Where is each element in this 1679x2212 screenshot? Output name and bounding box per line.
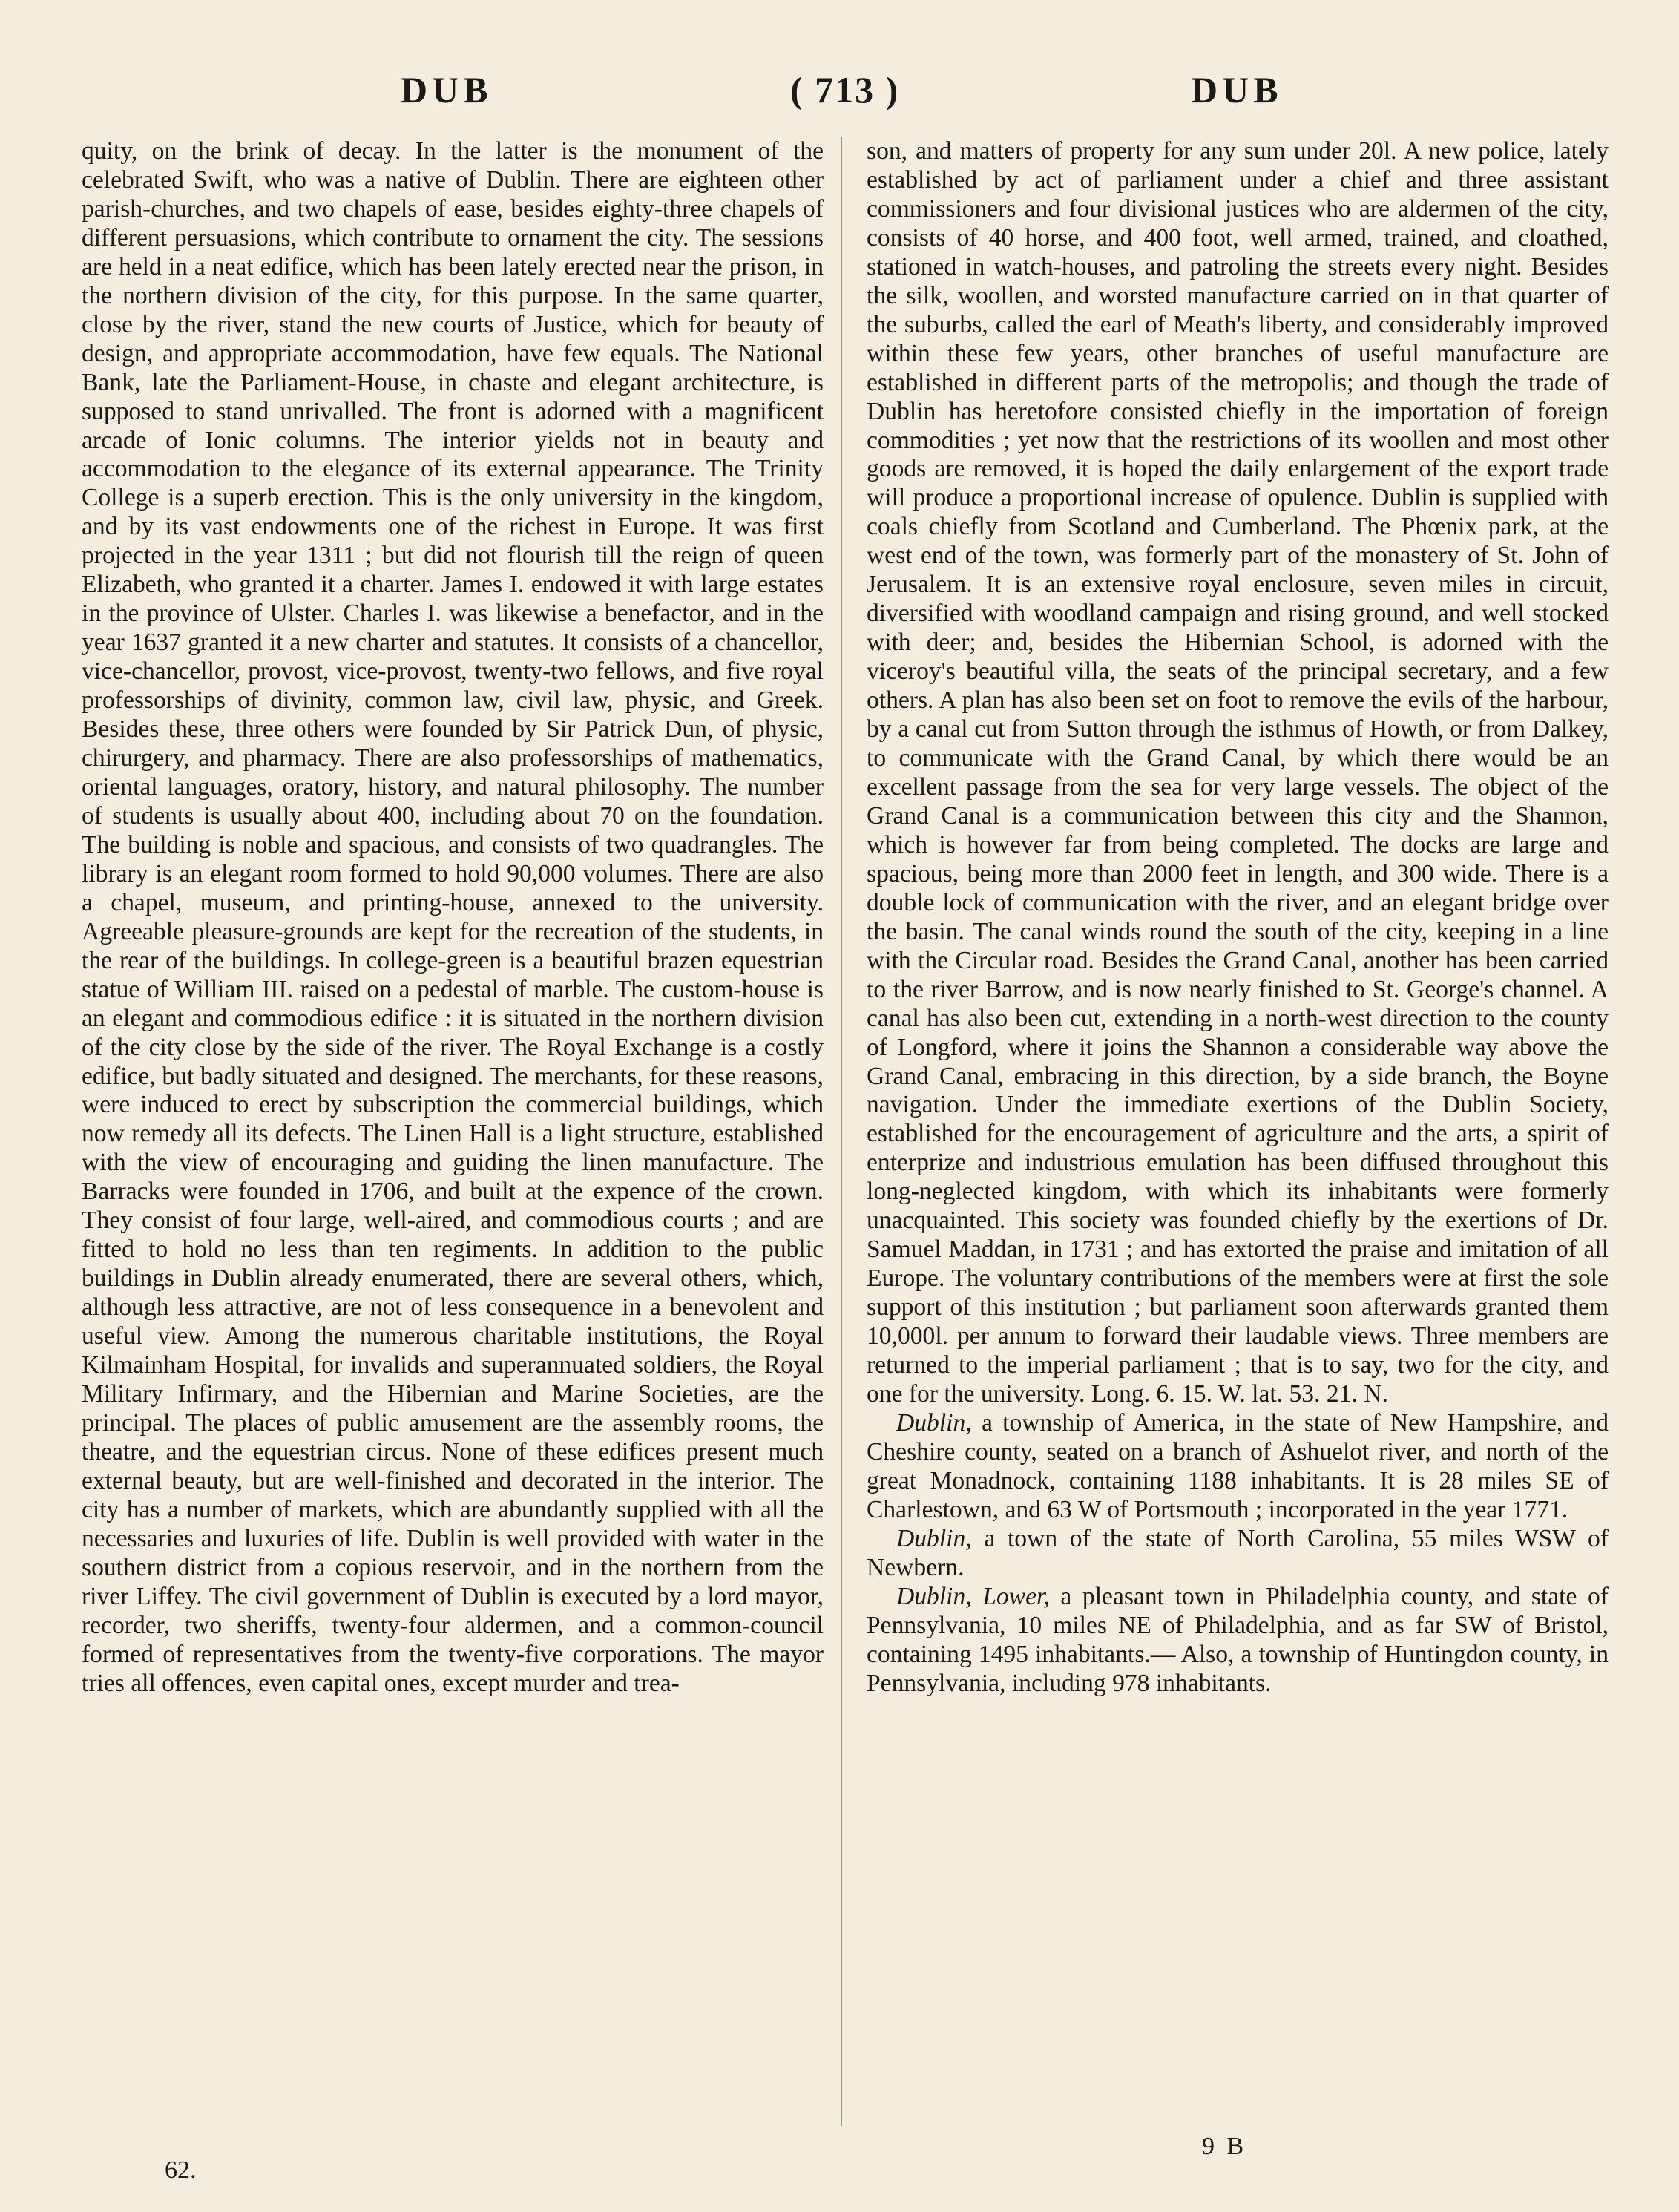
- page-number: ( 713 ): [790, 69, 900, 111]
- entry-text: a township of America, in the state of New Hampshire, and Cheshire county, seated on a branch of Ashuelot river, and north of the great Monadnock, containing 1188 inhabitants. It is 28 miles SE of Charlestown, and 63 W of Portsmouth ; incorporated in the year 1771.: [867, 1408, 1609, 1523]
- footer-signature-right: 9 B: [1202, 2133, 1247, 2160]
- header-right-word: DUB: [1191, 69, 1283, 111]
- right-column-continuation: son, and matters of property for any sum under 20l. A new police, lately established by act of parliament under a chief and three assistant commissioners and four divisional justices who are aldermen of the city, consists of 40 horse, and 400 foot, well armed, trained, and cloathed, stationed in watch-houses, and patroling the streets every night. Besides the silk, woollen, and worsted manufacture carried on in that quarter of the suburbs, called the earl of Meath's liberty, and considerably improved within these few years, other branches of useful manufacture are established in different parts of the metropolis; and though the trade of Dublin has heretofore consisted chiefly in the importation of foreign commodities ; yet now that the restrictions of its woollen and most other goods are removed, it is hoped the daily enlargement of the export trade will produce a proportional increase of opulence. Dublin is supplied with coals chiefly from Scotland and Cumberland. The Phœnix park, at the west end of the town, was formerly part of the monastery of St. John of Jerusalem. It is an extensive royal enclosure, seven miles in circuit, diversified with woodland campaign and rising ground, and well stocked with deer; and, besides the Hibernian School, is adorned with the viceroy's beautiful villa, the seats of the principal secretary, and a few others. A plan has also been set on foot to remove the evils of the harbour, by a canal cut from Sutton through the isthmus of Howth, or from Dalkey, to communicate with the Grand Canal, by which there would be an excellent passage from the sea for very large vessels. The object of the Grand Canal is a communication between this city and the Shannon, which is however far from being completed. The docks are large and spacious, being more than 2000 feet in length, and 300 wide. There is a double lock of communication with the river, and an elegant bridge over the basin. The canal winds round the south of the city, keeping in a line with the Circular road. Besides the Grand Canal, another has been carried to the river Barrow, and is now nearly finished to St. George's channel. A canal has also been cut, extending in a north-west direction to the county of Longford, where it joins the Shannon a considerable way above the Grand Canal, embracing in this direction, by a side branch, the Boyne navigation. Under the immediate exertions of the Dublin Society, established for the encouragement of agriculture and the arts, a spirit of enterprize and industrious emulation has been diffused throughout this long-neglected kingdom, with which its inhabitants were formerly unacquainted. This society was founded chiefly by the exertions of Dr. Samuel Maddan, in 1731 ; and has extorted the praise and imitation of all Europe. The voluntary contributions of the members were at first the sole support of this institution ; but parliament soon afterwards granted them 10,000l. per annum to forward their laudable views. Three members are returned to the imperial parliament ; that is to say, two for the city, and one for the university. Long. 6. 15. W. lat. 53. 21. N.: [867, 137, 1609, 1408]
- entry-dublin-north-carolina: [867, 1525, 1609, 1583]
- left-column: [82, 137, 824, 1698]
- entry-headword: Dublin,: [896, 1408, 972, 1437]
- right-column: [867, 137, 1609, 1698]
- header-left-word: DUB: [401, 69, 493, 111]
- page-header: [82, 68, 1599, 120]
- column-divider: [841, 137, 842, 2126]
- entry-text: a pleasant town in Philadelphia county, and state of Pennsylvania, 10 miles NE of Philadelphia, and as far SW of Bristol, containing 1495 inhabitants.— Also, a township of Huntingdon county, in Pennsylvania, including 978 inhabitants.: [867, 1582, 1609, 1697]
- entry-headword: Dublin, Lower,: [896, 1582, 1050, 1610]
- entry-text: a town of the state of North Carolina, 55 miles WSW of Newbern.: [867, 1524, 1609, 1581]
- footer-signature-left: 62.: [165, 2156, 197, 2184]
- left-column-text: quity, on the brink of decay. In the latter is the monument of the celebrated Swift, who was a native of Dublin. There are eighteen other parish-churches, and two chapels of ease, besides eighty-three chapels of different persuasions, which contribute to ornament the city. The sessions are held in a neat edifice, which has been lately erected near the prison, in the northern division of the city, for this purpose. In the same quarter, close by the river, stand the new courts of Justice, which for beauty of design, and appropriate accommodation, have few equals. The National Bank, late the Parliament-House, in chaste and elegant architecture, is supposed to stand unrivalled. The front is adorned with a magnificent arcade of Ionic columns. The interior yields not in beauty and accommodation to the elegance of its external appearance. The Trinity College is a superb erection. This is the only university in the kingdom, and by its vast endowments one of the richest in Europe. It was first projected in the year 1311 ; but did not flourish till the reign of queen Elizabeth, who granted it a charter. James I. endowed it with large estates in the province of Ulster. Charles I. was likewise a benefactor, and in the year 1637 granted it a new charter and statutes. It consists of a chancellor, vice-chancellor, provost, vice-provost, twenty-two fellows, and five royal professorships of divinity, common law, civil law, physic, and Greek. Besides these, three others were founded by Sir Patrick Dun, of physic, chirurgery, and pharmacy. There are also professorships of mathematics, oriental languages, oratory, history, and natural philosophy. The number of students is usually about 400, including about 70 on the foundation. The building is noble and spacious, and consists of two quadrangles. The library is an elegant room formed to hold 90,000 volumes. There are also a chapel, museum, and printing-house, annexed to the university. Agreeable pleasure-grounds are kept for the recreation of the students, in the rear of the buildings. In college-green is a beautiful brazen equestrian statue of William III. raised on a pedestal of marble. The custom-house is an elegant and commodious edifice : it is situated in the northern division of the city close by the side of the river. The Royal Exchange is a costly edifice, but badly situated and designed. The merchants, for these reasons, were induced to erect by subscription the commercial buildings, which now remedy all its defects. The Linen Hall is a light structure, established with the view of encouraging and guiding the linen manufacture. The Barracks were founded in 1706, and built at the expence of the crown. They consist of four large, well-aired, and commodious courts ; and are fitted to hold no less than ten regiments. In addition to the public buildings in Dublin already enumerated, there are several others, which, although less attractive, are not of less consequence in a benevolent and useful view. Among the numerous charitable institutions, the Royal Kilmainham Hospital, for invalids and superannuated soldiers, the Royal Military Infirmary, and the Hibernian and Marine Societies, are the principal. The places of public amusement are the assembly rooms, the theatre, and the equestrian circus. None of these edifices present much external beauty, but are well-finished and decorated in the interior. The city has a number of markets, which are abundantly supplied with all the necessaries and luxuries of life. Dublin is well provided with water in the southern district from a copious reservoir, and in the northern from the river Liffey. The civil government of Dublin is executed by a lord mayor, recorder, two sheriffs, twenty-four aldermen, and a common-council formed of representatives from the twenty-five corporations. The mayor tries all offences, even capital ones, except murder and trea-: [82, 137, 824, 1697]
- entry-dublin-lower: [867, 1583, 1609, 1699]
- entry-dublin-new-hampshire: [867, 1409, 1609, 1525]
- entry-headword: Dublin,: [896, 1524, 972, 1552]
